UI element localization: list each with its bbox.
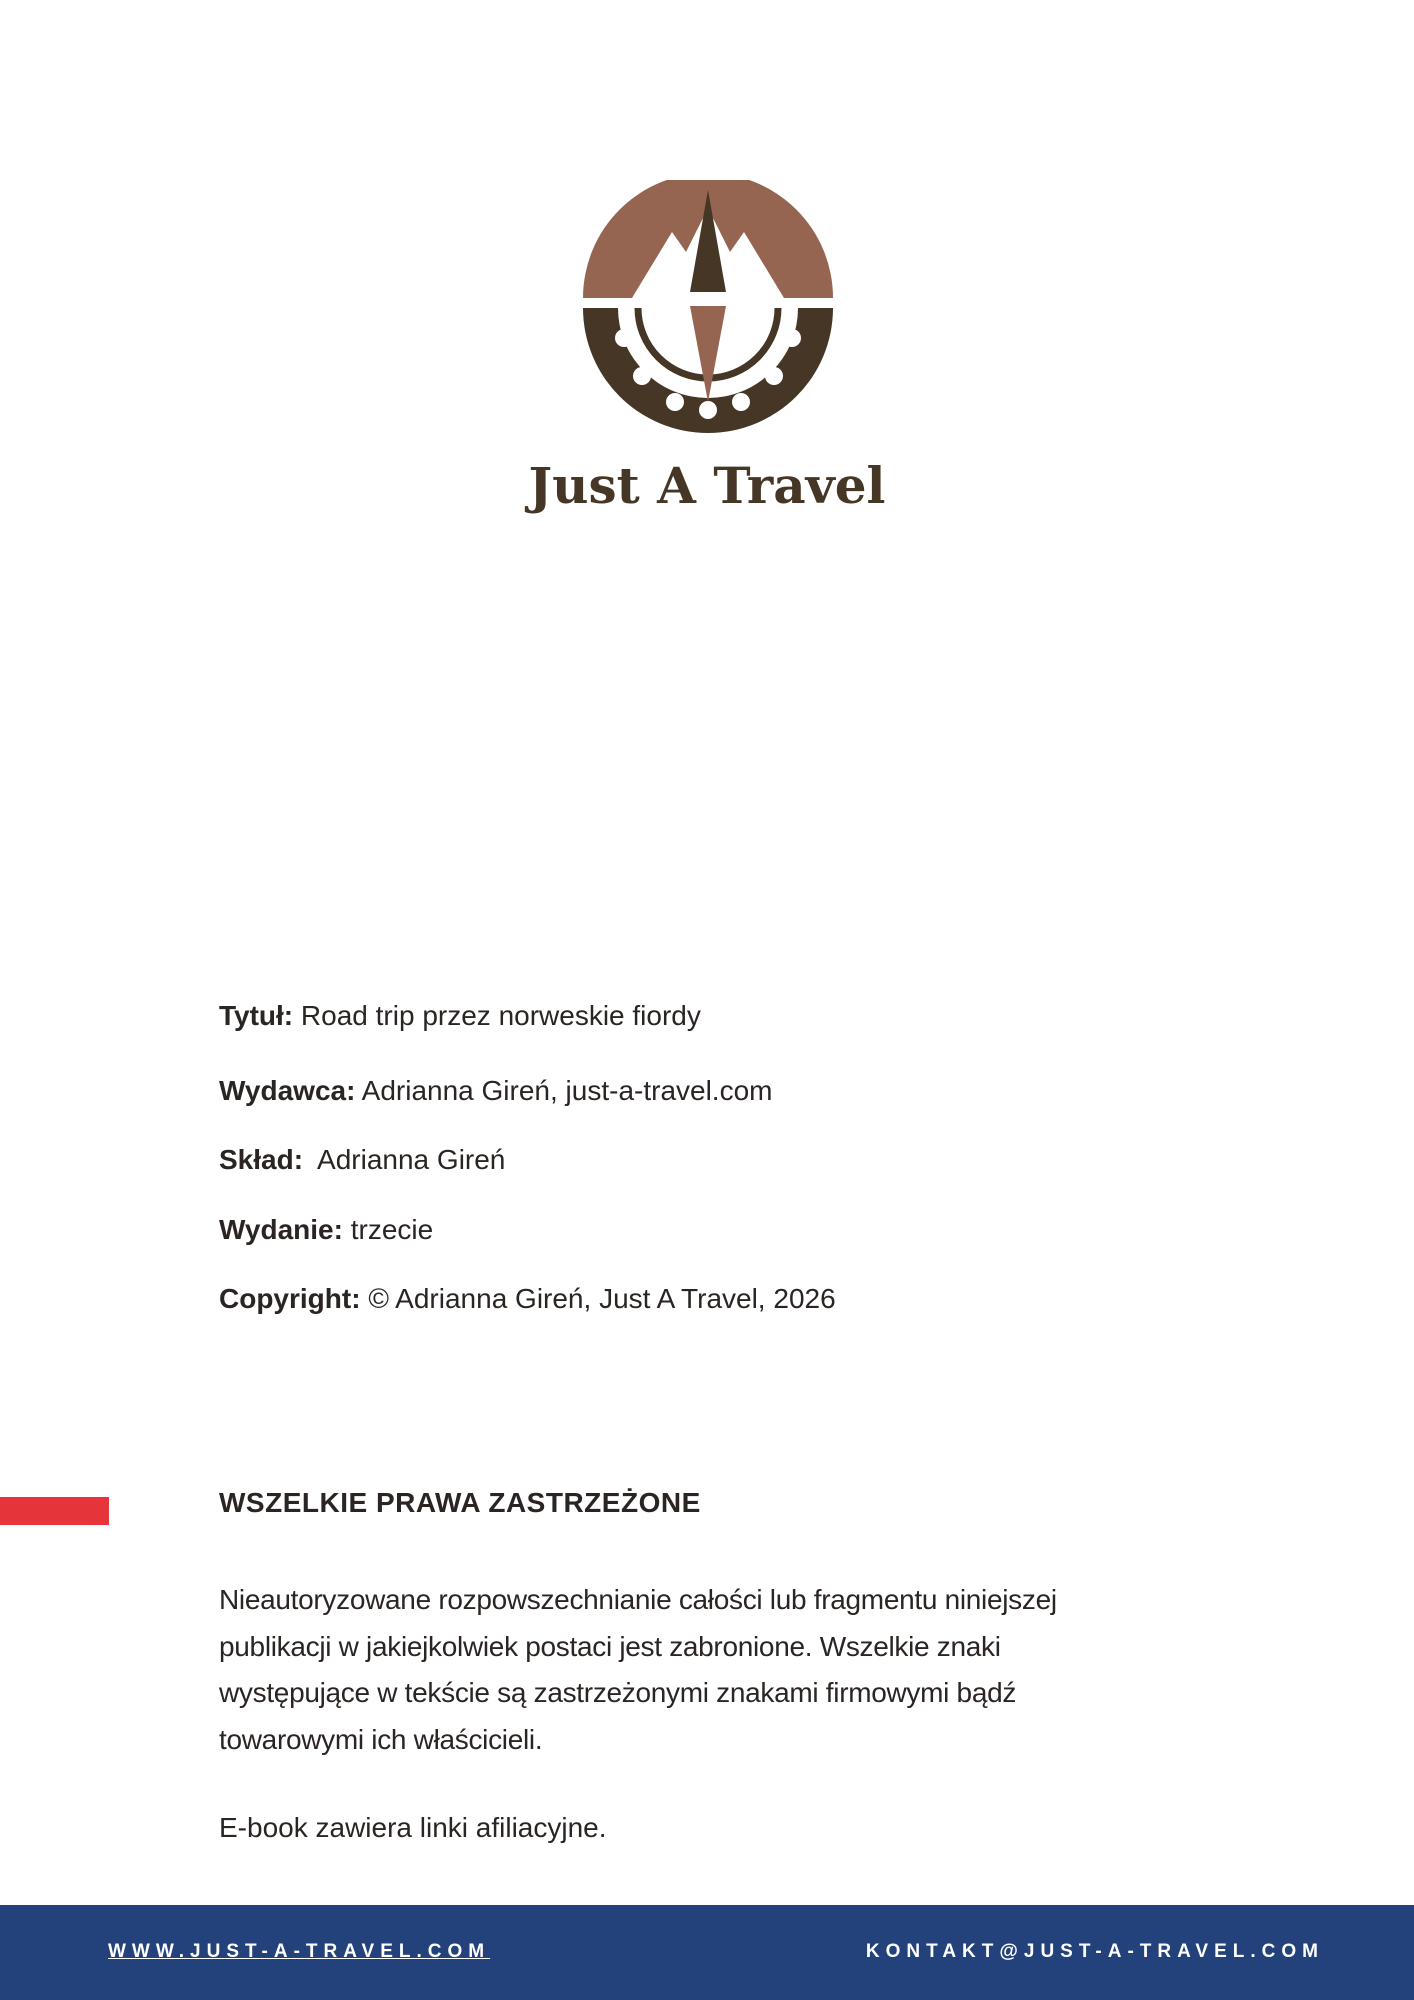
rights-heading: WSZELKIE PRAWA ZASTRZEŻONE <box>219 1487 701 1518</box>
detail-label: Copyright: <box>219 1283 361 1314</box>
contact-email[interactable]: KONTAKT@JUST-A-TRAVEL.COM <box>865 1941 1324 1962</box>
footer-bar <box>0 1905 1414 2000</box>
accent-bar <box>0 1497 109 1525</box>
detail-value: trzecie <box>350 1214 434 1245</box>
detail-value: Adrianna Gireń <box>317 1144 506 1175</box>
detail-label: Tytuł: <box>219 1000 294 1031</box>
detail-label: Wydawca: <box>219 1075 356 1106</box>
detail-value: Road trip przez norweskie fiordy <box>300 1000 701 1031</box>
detail-edition <box>219 1214 433 1246</box>
detail-typesetting <box>219 1144 505 1176</box>
affiliate-note: E-book zawiera linki afiliacyjne. <box>219 1812 607 1843</box>
brand-name: Just A Travel <box>528 456 886 515</box>
compass-logo-icon <box>580 180 836 436</box>
website-link[interactable]: WWW.JUST-A-TRAVEL.COM <box>108 1941 491 1962</box>
rights-paragraph: Nieautoryzowane rozpowszechnianie całości lub fragmentu niniejszej publikacji w jakiejkolwiek postaci jest zabronione. Wszelkie znaki występujące w tekście są zastrzeżonymi znakami firmowymi bądź towarowymi ich właścicieli. <box>219 1584 1057 1755</box>
detail-publisher <box>219 1075 772 1107</box>
detail-value: © Adrianna Gireń, Just A Travel, 2026 <box>368 1283 836 1314</box>
detail-label: Wydanie: <box>219 1214 343 1245</box>
detail-value: Adrianna Gireń, just-a-travel.com <box>361 1075 773 1106</box>
detail-label: Skład: <box>219 1144 304 1175</box>
detail-title <box>219 1000 701 1032</box>
detail-copyright <box>219 1283 836 1315</box>
